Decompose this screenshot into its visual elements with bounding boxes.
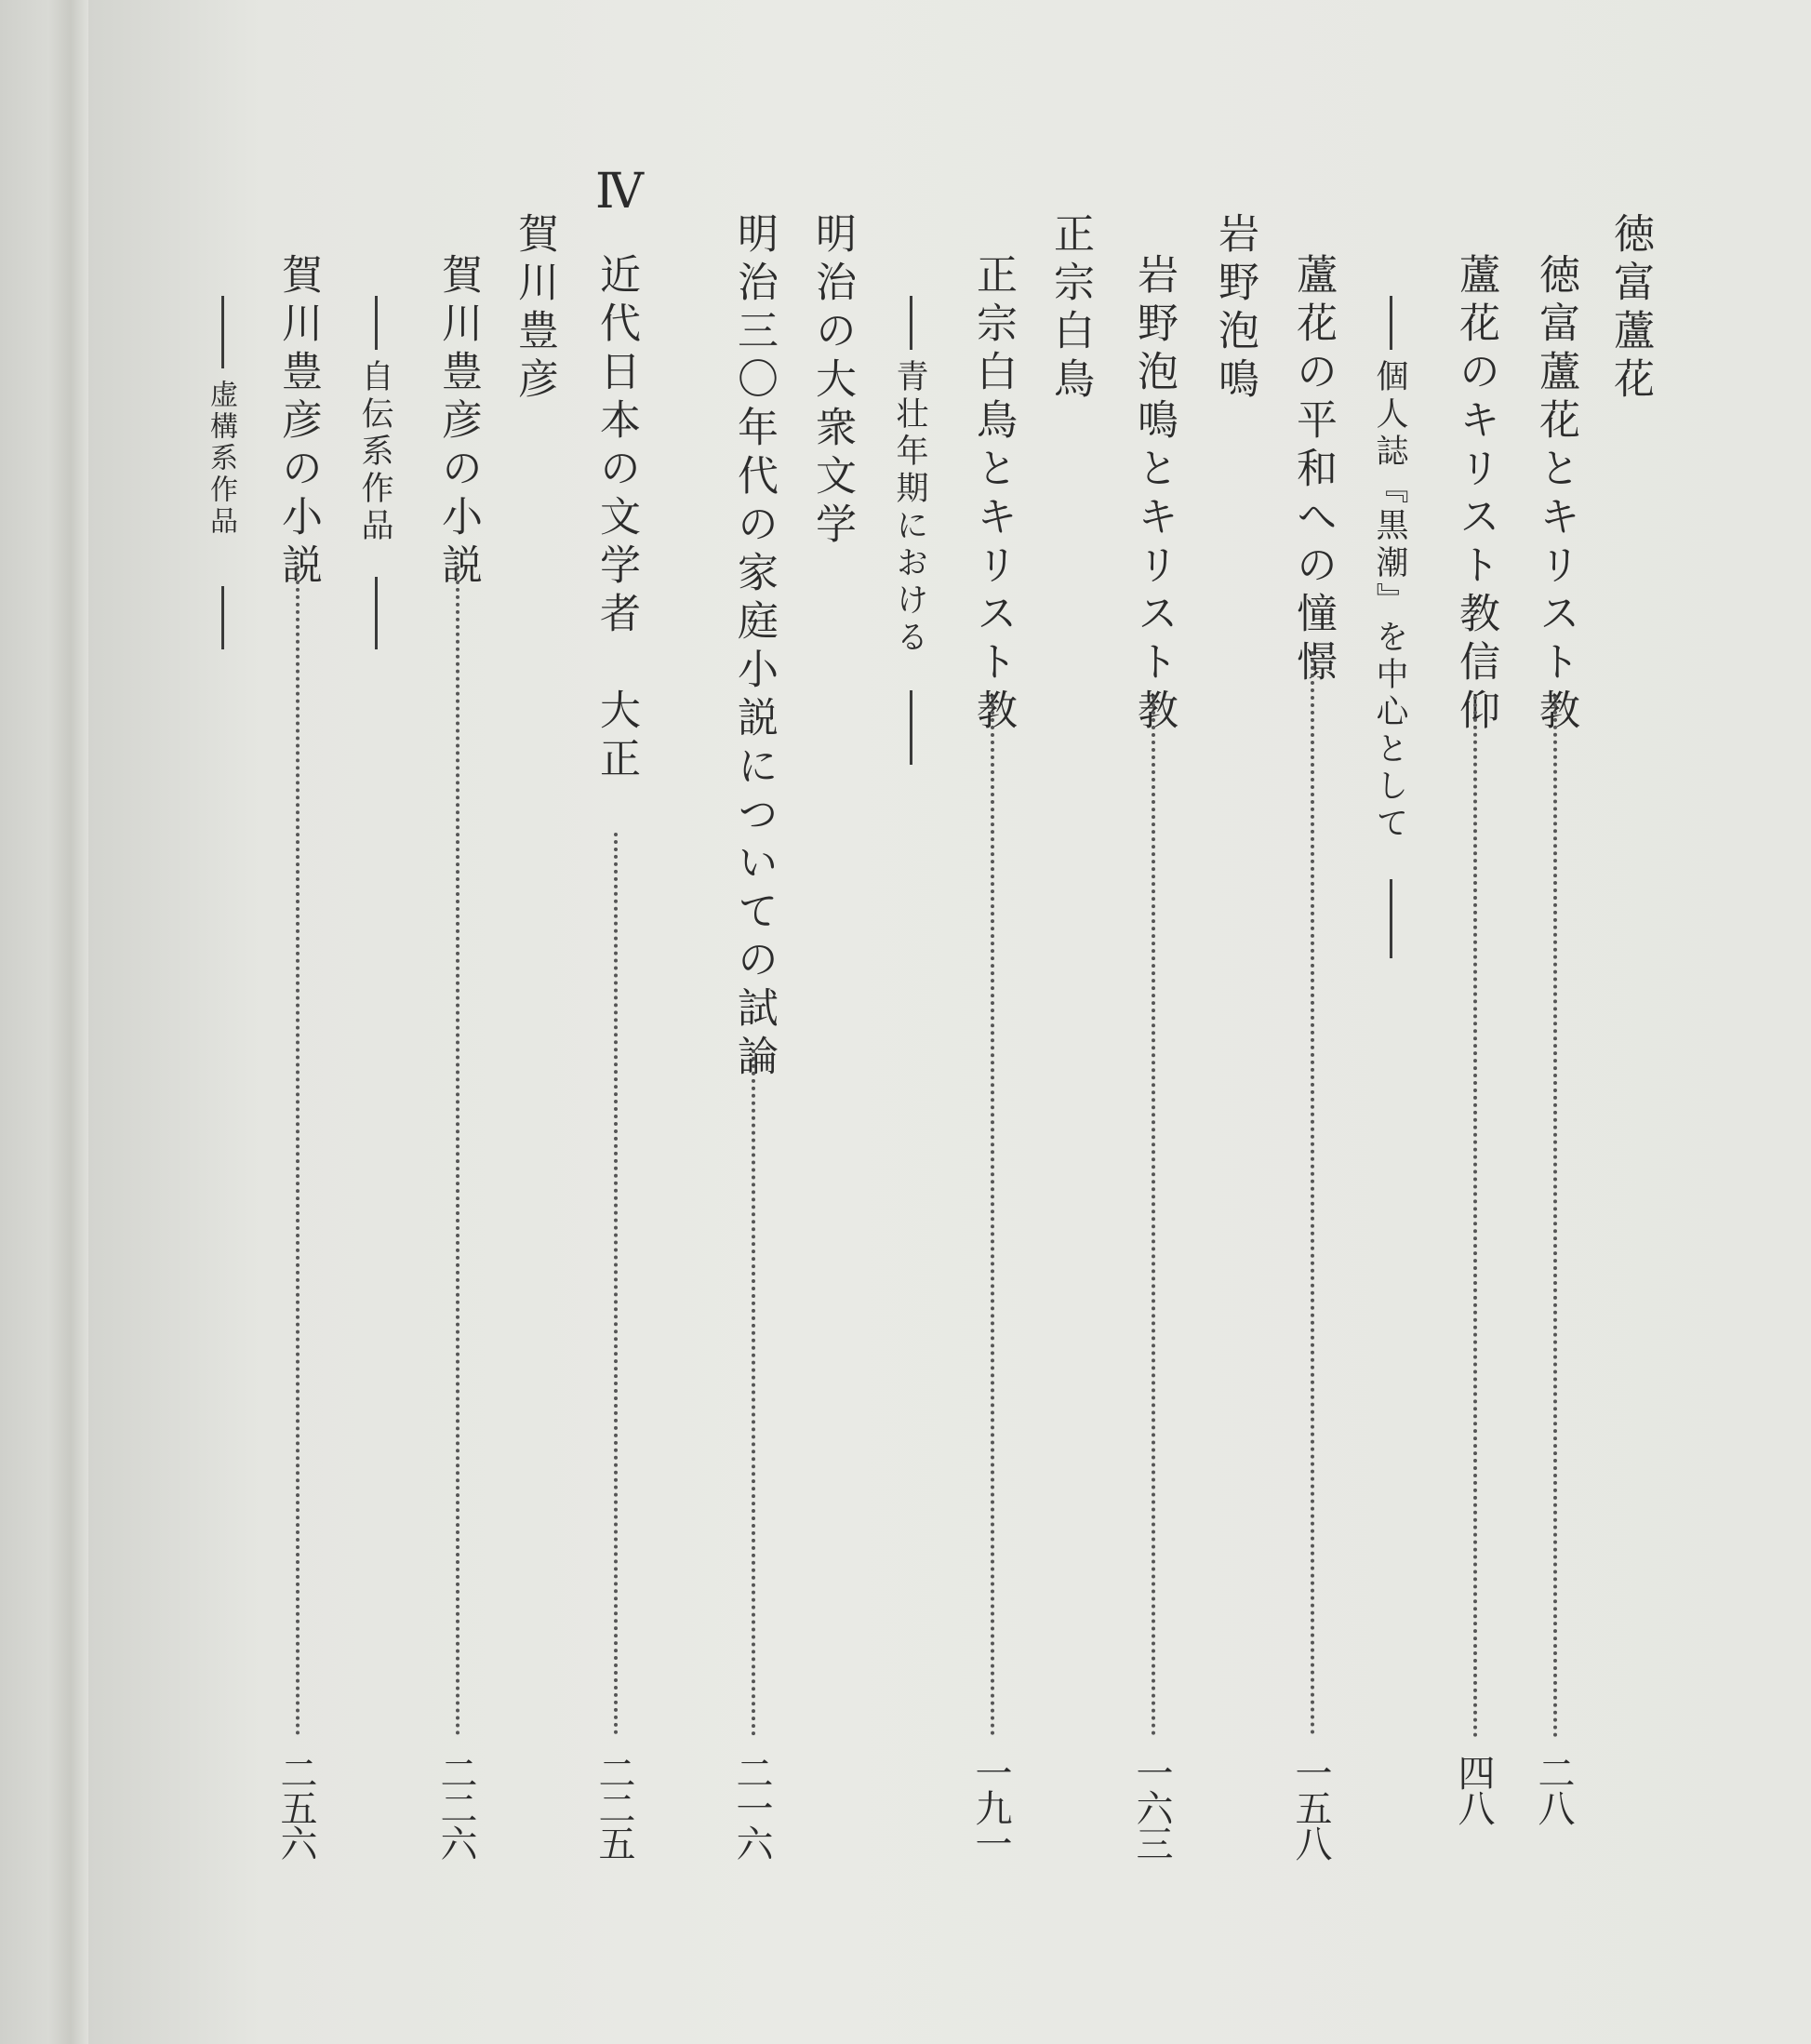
toc-leader-dots <box>296 566 300 1736</box>
toc-page-number: 一五八 <box>1289 1754 1332 1860</box>
subtitle-dash <box>375 577 378 649</box>
toc-entry-subtitle: 自伝系作品 <box>356 359 393 545</box>
toc-section-heading: 岩野泡鳴 <box>1211 212 1258 406</box>
toc-section-heading: 正宗白鳥 <box>1046 212 1094 406</box>
subtitle-dash <box>221 586 224 649</box>
toc-leader-dots <box>1152 696 1155 1736</box>
toc-page-number: 二二六 <box>434 1754 477 1860</box>
toc-entry-title: 賀川豊彦の小説 <box>274 253 322 592</box>
toc-entry-subtitle: 個人誌『黒潮』を中心として <box>1371 359 1408 843</box>
subtitle-dash <box>1390 879 1392 958</box>
toc-page-number: 二五六 <box>274 1754 317 1860</box>
toc-leader-dots <box>614 833 618 1735</box>
part-roman-numeral: Ⅳ <box>595 164 646 220</box>
toc-leader-dots <box>991 696 994 1736</box>
subtitle-dash <box>910 296 912 350</box>
toc-page-number: 一六三 <box>1130 1754 1173 1860</box>
toc-part-title: 近代日本の文学者 大正 <box>593 253 640 785</box>
subtitle-dash <box>221 296 224 368</box>
toc-entry-title: 賀川豊彦の小説 <box>434 253 482 592</box>
toc-entry-title: 徳富蘆花とキリスト教 <box>1532 253 1579 737</box>
subtitle-dash <box>375 296 378 350</box>
toc-leader-dots <box>752 1049 755 1736</box>
toc-page-number: 二八 <box>1532 1754 1575 1824</box>
toc-entry-subtitle: 青壮年期における <box>891 359 928 657</box>
toc-page-number: 四八 <box>1452 1754 1495 1824</box>
toc-entry-title: 明治三〇年代の家庭小説についての試論 <box>730 212 778 1083</box>
toc-section-heading: 明治の大衆文学 <box>808 212 856 551</box>
subtitle-dash <box>1390 296 1392 350</box>
toc-section-heading: 賀川豊彦 <box>511 212 558 406</box>
toc-leader-dots <box>1553 696 1557 1738</box>
book-spine-shadow <box>0 0 88 2044</box>
toc-leader-dots <box>1473 696 1477 1738</box>
toc-page-number: 二二五 <box>593 1754 635 1860</box>
toc-page-number: 二一六 <box>730 1754 773 1860</box>
toc-entry-title: 正宗白鳥とキリスト教 <box>969 253 1017 737</box>
toc-entry-title: 蘆花の平和への憧憬 <box>1289 253 1337 688</box>
toc-section-heading: 徳富蘆花 <box>1606 212 1654 406</box>
toc-page-number: 一九一 <box>969 1754 1012 1860</box>
toc-entry-title: 蘆花のキリスト教信仰 <box>1452 253 1499 737</box>
toc-leader-dots <box>1311 651 1314 1735</box>
subtitle-dash <box>910 690 912 765</box>
toc-entry-title: 岩野泡鳴とキリスト教 <box>1130 253 1178 737</box>
toc-leader-dots <box>456 566 459 1736</box>
toc-entry-subtitle: 虚構系作品 <box>205 380 237 538</box>
